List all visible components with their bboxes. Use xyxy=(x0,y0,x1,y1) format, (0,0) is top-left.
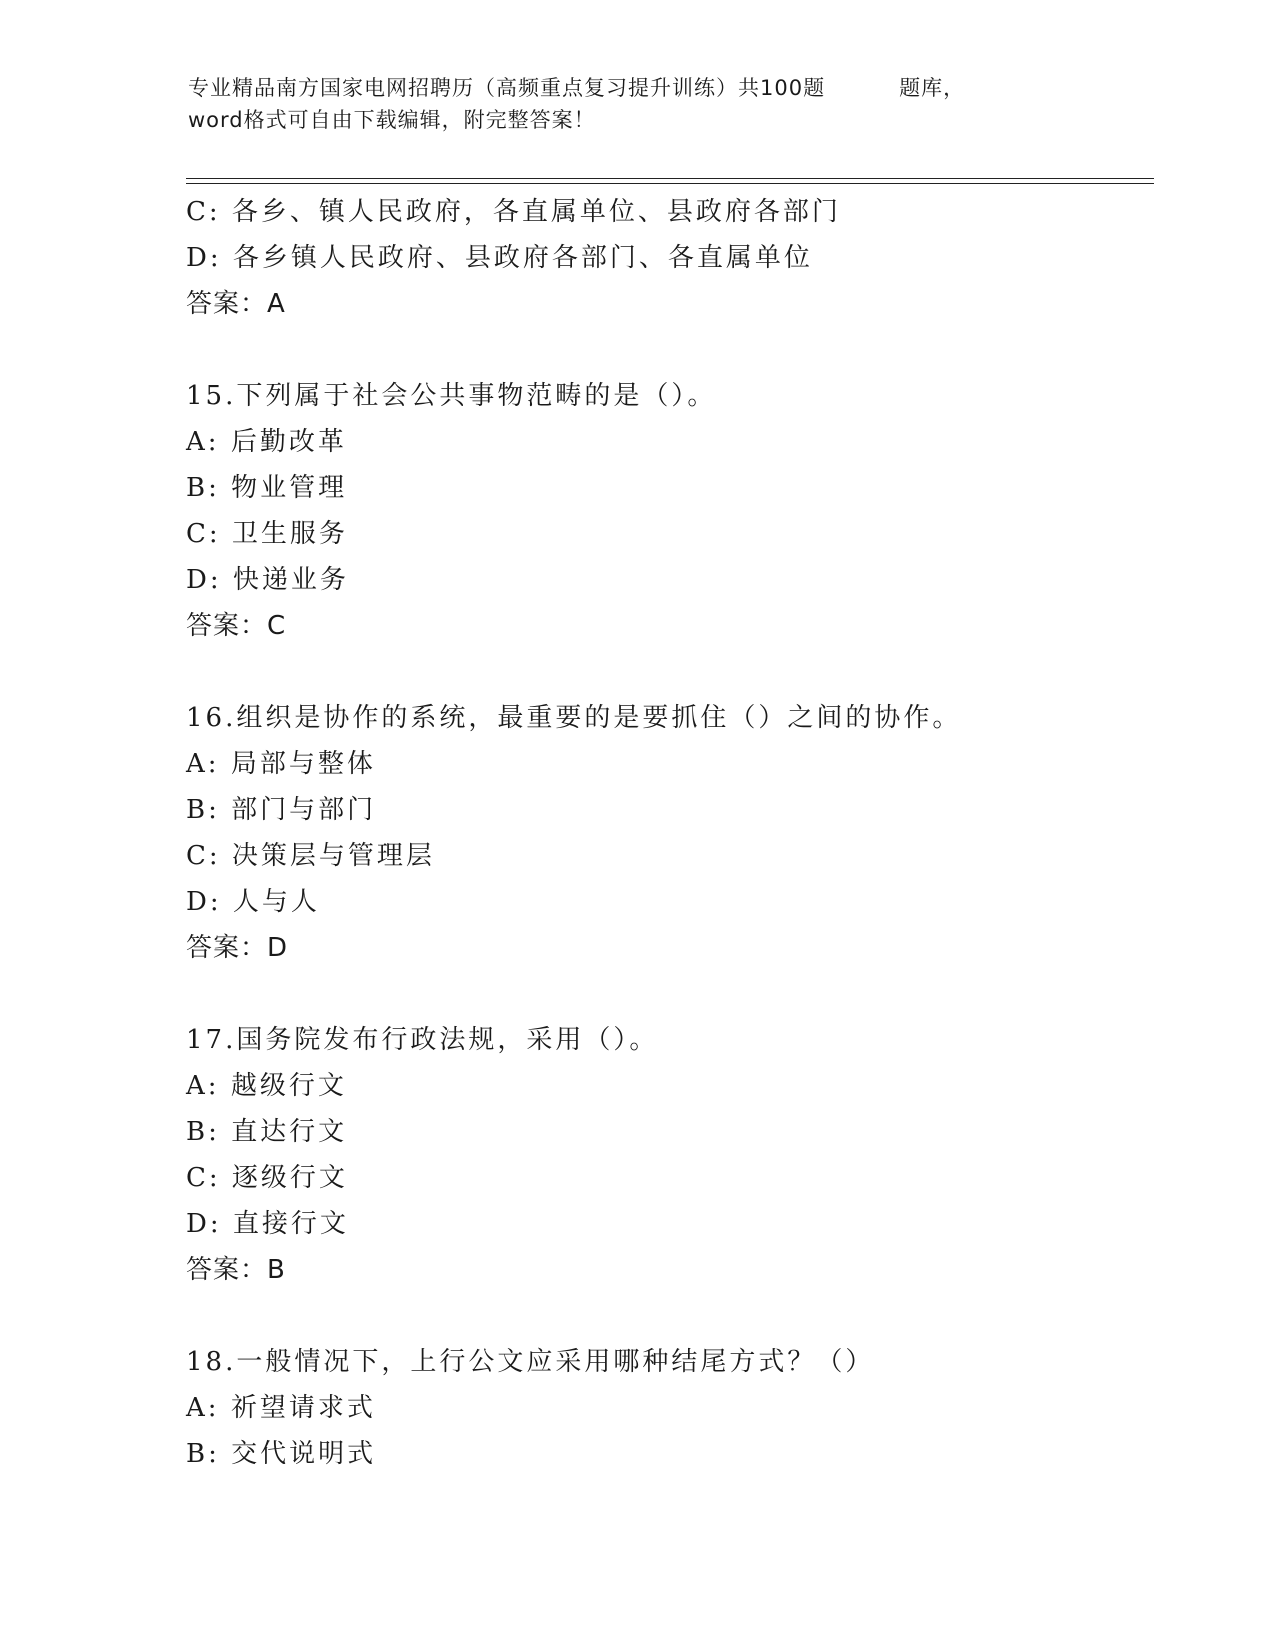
document-header xyxy=(188,72,1068,136)
option-d: D: 各乡镇人民政府、县政府各部门、各直属单位 xyxy=(186,243,813,273)
option-b: B: 部门与部门 xyxy=(186,795,377,825)
header-title-suffix: 题库， xyxy=(899,76,966,100)
header-rule-bottom xyxy=(186,183,1154,184)
option-c: C: 各乡、镇人民政府，各直属单位、县政府各部门 xyxy=(186,197,841,227)
question-stem: 16.组织是协作的系统，最重要的是要抓住（）之间的协作。 xyxy=(186,703,962,733)
question-stem: 17.国务院发布行政法规，采用（）。 xyxy=(186,1025,659,1055)
option-b: B: 直达行文 xyxy=(186,1117,348,1147)
header-title-text: 专业精品南方国家电网招聘历（高频重点复习提升训练）共100题 xyxy=(188,76,826,100)
option-a: A: 后勤改革 xyxy=(186,427,347,457)
option-d: D: 快递业务 xyxy=(186,565,349,595)
option-b: B: 交代说明式 xyxy=(186,1439,377,1469)
question-stem: 18.一般情况下，上行公文应采用哪种结尾方式？（） xyxy=(186,1347,875,1377)
answer-line: 答案：A xyxy=(186,289,286,319)
answer-line: 答案：D xyxy=(186,933,289,963)
option-b: B: 物业管理 xyxy=(186,473,348,503)
option-a: A: 局部与整体 xyxy=(186,749,376,779)
question-list xyxy=(186,189,1146,1477)
header-line-2: word格式可自由下载编辑，附完整答案！ xyxy=(188,108,596,132)
question-stem: 15.下列属于社会公共事物范畴的是（）。 xyxy=(186,381,717,411)
option-c: C: 决策层与管理层 xyxy=(186,841,435,871)
answer-line: 答案：C xyxy=(186,611,287,641)
header-line-1 xyxy=(188,72,1068,104)
option-a: A: 祈望请求式 xyxy=(186,1393,376,1423)
header-rule-top xyxy=(186,178,1154,179)
option-d: D: 直接行文 xyxy=(186,1209,349,1239)
option-c: C: 逐级行文 xyxy=(186,1163,348,1193)
option-a: A: 越级行文 xyxy=(186,1071,347,1101)
answer-line: 答案：B xyxy=(186,1255,286,1285)
option-d: D: 人与人 xyxy=(186,887,320,917)
option-c: C: 卫生服务 xyxy=(186,519,348,549)
